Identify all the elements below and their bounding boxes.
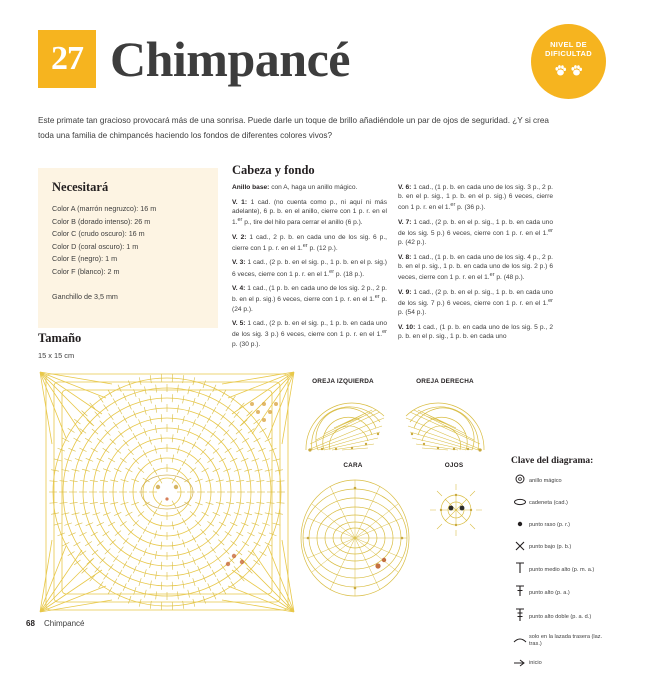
pattern-column-1 — [232, 183, 387, 354]
pattern-row: V. 9: 1 cad., (2 p. b. en el p. sig., 1 p. b. en cada uno de los sig. 7 p.) 6 veces, cierre con 1 p. r. en el 1.$^{er}$ p. (54 p.). — [398, 288, 553, 317]
key-item — [511, 516, 611, 534]
chapter-number: 27 — [51, 40, 83, 78]
pattern-column-2 — [398, 183, 553, 347]
footer-page-number: 68 — [26, 619, 35, 628]
materials-title: Necesitará — [52, 180, 108, 195]
key-item — [511, 632, 611, 650]
face-diagram — [300, 474, 410, 604]
key-item-label: punto alto (p. a.) — [529, 590, 570, 597]
double-crochet-icon — [511, 584, 529, 603]
chain-icon — [511, 494, 529, 512]
treble-crochet-icon — [511, 607, 529, 628]
pattern-row: V. 7: 1 cad., (2 p. b. en el p. sig., 1 p. b. en cada uno de los sig. 5 p.) 6 veces, cierre con 1 p. r. en el 1.$^{er}$ p. (42 p.). — [398, 218, 553, 247]
materials-box — [38, 168, 218, 328]
pattern-row: V. 3: 1 cad., (2 p. b. en el sig. p., 1 p. b. en el p. sig.) 6 veces, cierre con 1 p. r. en el 1.$^{er}$ p. (18 p.). — [232, 258, 387, 278]
key-item — [511, 472, 611, 490]
difficulty-paws — [531, 64, 606, 77]
key-item-label: solo en la lazada trasera (laz. tras.) — [529, 634, 611, 648]
start-arrow-icon — [511, 655, 529, 673]
single-crochet-icon — [511, 539, 529, 557]
difficulty-label-line1: NIVEL DE — [531, 40, 606, 49]
materials-hook: Ganchillo de 3,5 mm — [52, 292, 118, 301]
eyes-label: OJOS — [424, 462, 484, 469]
materials-item: Color D (coral oscuro): 1 m — [52, 241, 212, 254]
key-item-label: inicio — [529, 660, 542, 667]
back-loop-only-icon — [511, 632, 529, 650]
materials-list — [52, 203, 212, 279]
face-label: CARA — [318, 462, 388, 469]
key-item — [511, 494, 611, 512]
size-value: 15 x 15 cm — [38, 351, 74, 360]
intro-paragraph: Este primate tan gracioso provocará más de una sonrisa. Puede darle un toque de brillo añadiéndole un par de ojos de seguridad. ¿Y si crea toda una familia de chimpancés haciendo los fondos de diferentes colores vivos? — [38, 113, 558, 143]
pattern-row: Anillo base: con A, haga un anillo mágico. — [232, 183, 387, 192]
half-double-crochet-icon — [511, 561, 529, 580]
chapter-number-box — [38, 30, 96, 88]
main-diagram — [36, 368, 298, 616]
pattern-row: V. 2: 1 cad., 2 p. b. en cada uno de los sig. 6 p., cierre con 1 p. r. en el 1.$^{er}$ p. (12 p.). — [232, 233, 387, 253]
key-title: Clave del diagrama: — [511, 456, 593, 466]
pattern-row: V. 1: 1 cad. (no cuenta como p., ni aquí ni más adelante), 6 p. b. en el anillo, cierre con 1 p. r. en el 1.$^{er}$ p., tire del hilo para cerrar el anillo (6 p.). — [232, 198, 387, 227]
materials-item: Color E (negro): 1 m — [52, 253, 212, 266]
page-title: Chimpancé — [110, 28, 350, 90]
ear-right-label: OREJA DERECHA — [400, 378, 490, 385]
materials-item: Color C (crudo oscuro): 16 m — [52, 228, 212, 241]
materials-item: Color B (dorado intenso): 26 m — [52, 216, 212, 229]
materials-item: Color F (blanco): 2 m — [52, 266, 212, 279]
key-item-label: punto alto doble (p. a. d.) — [529, 614, 591, 621]
pattern-row: V. 5: 1 cad., (2 p. b. en el sig. p., 1 p. b. en cada uno de los sig. 3 p.) 6 veces, cierre con 1 p. r. en el 1.$^{er}$ p. (30 p.). — [232, 319, 387, 348]
paw-icon — [554, 64, 567, 77]
key-item — [511, 539, 611, 557]
pattern-row: V. 6: 1 cad., (1 p. b. en cada uno de los sig. 3 p., 2 p. b. en el p. sig., 1 p. b. en el p. sig.) 6 veces, cierre con 1 p. r. en el 1.$^{er}$ p. (36 p.). — [398, 183, 553, 212]
pattern-row: V. 8: 1 cad., (1 p. b. en cada uno de los sig. 4 p., 2 p. b. en el p. sig., 1 p. b. en cada uno de los sig. 2 p.) 6 veces, cierre con 1 p. r. en el 1.$^{er}$ p. (48 p.). — [398, 253, 553, 282]
key-item-label: punto raso (p. r.) — [529, 522, 570, 529]
pattern-title: Cabeza y fondo — [232, 163, 315, 178]
key-item-label: cadeneta (cad.) — [529, 500, 568, 507]
magic-ring-icon — [511, 472, 529, 490]
materials-item: Color A (marrón negruzco): 16 m — [52, 203, 212, 216]
size-title: Tamaño — [38, 331, 81, 346]
chapter-header — [38, 30, 608, 92]
paw-icon — [570, 64, 583, 77]
key-item — [511, 584, 611, 603]
ear-right-diagram — [400, 392, 492, 462]
eyes-diagram — [418, 472, 494, 548]
slip-stitch-icon — [511, 516, 529, 534]
ear-left-diagram — [298, 392, 390, 462]
pattern-row: V. 10: 1 cad., (1 p. b. en cada uno de los sig. 5 p., 2 p. b. en el p. sig., 1 p. b. en cada uno — [398, 323, 553, 341]
key-item-label: punto bajo (p. b.) — [529, 544, 571, 551]
pattern-row: V. 4: 1 cad., (1 p. b. en cada uno de los sig. 2 p., 2 p. b. en el p. sig.) 6 veces, cierre con 1 p. r. en el 1.$^{er}$ p. (24 p.). — [232, 284, 387, 313]
key-item — [511, 561, 611, 580]
difficulty-label-line2: DIFICULTAD — [531, 49, 606, 58]
ear-left-label: OREJA IZQUIERDA — [298, 378, 388, 385]
difficulty-badge — [531, 24, 606, 99]
key-item — [511, 607, 611, 628]
key-item — [511, 655, 611, 673]
key-item-label: anillo mágico — [529, 478, 562, 485]
footer-label: Chimpancé — [44, 619, 84, 628]
key-item-label: punto medio alto (p. m. a.) — [529, 567, 594, 574]
